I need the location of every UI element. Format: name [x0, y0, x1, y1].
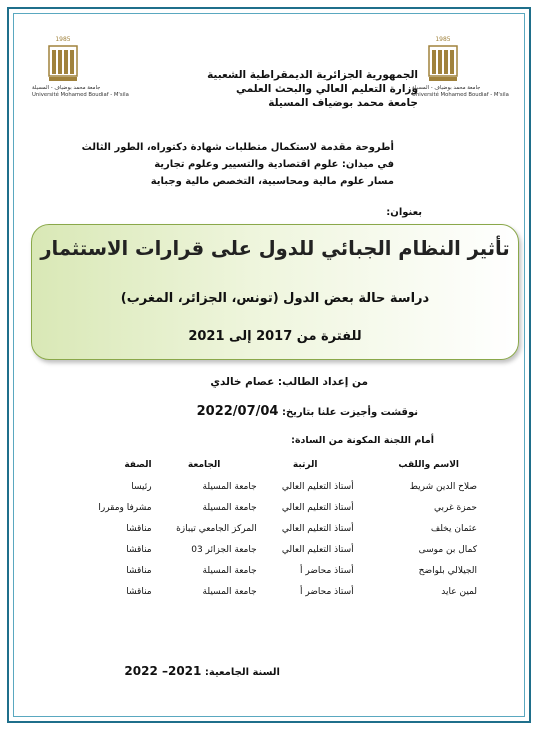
logo-university-name-latin: Université Mohamed Boudiaf - M'sila — [32, 92, 129, 98]
member-university: جامعة المسيلة — [202, 586, 257, 597]
member-rank: أستاذ التعليم العالي — [281, 544, 354, 555]
header-ministry: وزارة التعليم العالي والبحث العلمي — [235, 83, 418, 95]
member-name: عثمان يخلف — [430, 523, 477, 534]
academic-year-line — [124, 664, 280, 678]
committee-title: :أمام اللجنة المكونة من السادة — [291, 435, 434, 446]
member-rank: أستاذ محاضر أ — [299, 586, 354, 597]
thesis-specialty: مسار علوم مالية ومحاسبية، التخصص مالية وجباية — [150, 176, 394, 187]
table-row — [53, 476, 477, 497]
header-rank: الرتبة — [292, 460, 318, 470]
logo-year: 1985 — [435, 36, 451, 43]
header-role: الصفة — [124, 460, 152, 470]
header-block — [128, 68, 418, 110]
thesis-degree: أطروحة مقدمة لاستكمال متطلبات شهادة دكتوراه، الطور الثالث — [81, 142, 394, 153]
thesis-subtitle-case-study: دراسة حالة بعض الدول (تونس، الجزائر، المغرب) — [120, 291, 430, 306]
table-row — [53, 560, 477, 581]
header-name: الاسم واللقب — [398, 460, 459, 470]
member-name: صلاح الدين شريط — [409, 481, 477, 492]
logo-university-name-latin: Université Mohamed Boudiaf - M'sila — [412, 92, 509, 98]
academic-year-value: 2021– 2022 — [124, 664, 202, 678]
academic-year-label: السنة الجامعية: — [204, 667, 280, 678]
university-emblem-icon — [426, 43, 460, 85]
header-university: الجامعة — [187, 460, 221, 470]
member-rank: أستاذ التعليم العالي — [281, 502, 354, 513]
member-rank: أستاذ محاضر أ — [299, 565, 354, 576]
member-name: كمال بن موسى — [418, 544, 477, 555]
member-university: جامعة المسيلة — [202, 565, 257, 576]
logo-year: 1985 — [55, 36, 71, 43]
member-university: جامعة المسيلة — [202, 481, 257, 492]
member-name: لمين عايد — [441, 586, 477, 597]
thesis-subtitle-period: للفترة من 2017 إلى 2021 — [188, 329, 362, 344]
committee-header-row — [53, 460, 477, 476]
university-emblem-icon — [46, 43, 80, 85]
table-row — [53, 518, 477, 539]
page-inner-border — [13, 13, 525, 717]
thesis-info-block — [64, 139, 394, 190]
university-logo-right — [412, 36, 509, 114]
member-university: المركز الجامعي تيبازة — [176, 523, 257, 534]
table-row — [53, 581, 477, 602]
header-university: جامعة محمد بوضياف المسيلة — [268, 97, 418, 109]
member-role: مشرفا ومقررا — [98, 502, 152, 513]
logo-university-name: جامعة محمد بوضياف - المسيلة — [32, 85, 101, 91]
member-name: حمزة غربي — [434, 502, 477, 513]
logo-university-name: جامعة محمد بوضياف - المسيلة — [412, 85, 481, 91]
member-role: مناقشا — [126, 586, 152, 597]
student-name: من إعداد الطالب: عصام خالدي — [210, 376, 368, 388]
member-university: جامعة المسيلة — [202, 502, 257, 513]
title-box — [31, 224, 519, 360]
university-logo-left — [32, 36, 129, 114]
member-role: رئيسا — [131, 481, 152, 492]
member-rank: أستاذ التعليم العالي — [281, 523, 354, 534]
member-rank: أستاذ التعليم العالي — [281, 481, 354, 492]
thesis-field: في ميدان: علوم اقتصادية والتسيير وعلوم تجارية — [154, 159, 394, 170]
defense-date-line — [197, 404, 418, 419]
member-role: مناقشا — [126, 523, 152, 534]
thesis-title: تأثير النظام الجبائي للدول على قرارات الاستثمار — [40, 237, 510, 260]
member-university: جامعة الجزائر 03 — [191, 544, 257, 555]
page-border — [7, 7, 531, 723]
defense-label: نوقشت وأجيزت علنا بتاريخ: — [281, 407, 418, 418]
title-label: بعنوان: — [386, 207, 422, 218]
defense-date: 2022/07/04 — [196, 404, 279, 419]
member-name: الجيلالي بلواضح — [418, 565, 477, 576]
table-row — [53, 539, 477, 560]
member-role: مناقشا — [126, 565, 152, 576]
committee-table — [53, 460, 477, 602]
header-republic: الجمهورية الجزائرية الديمقراطية الشعبية — [207, 69, 418, 81]
table-row — [53, 497, 477, 518]
member-role: مناقشا — [126, 544, 152, 555]
